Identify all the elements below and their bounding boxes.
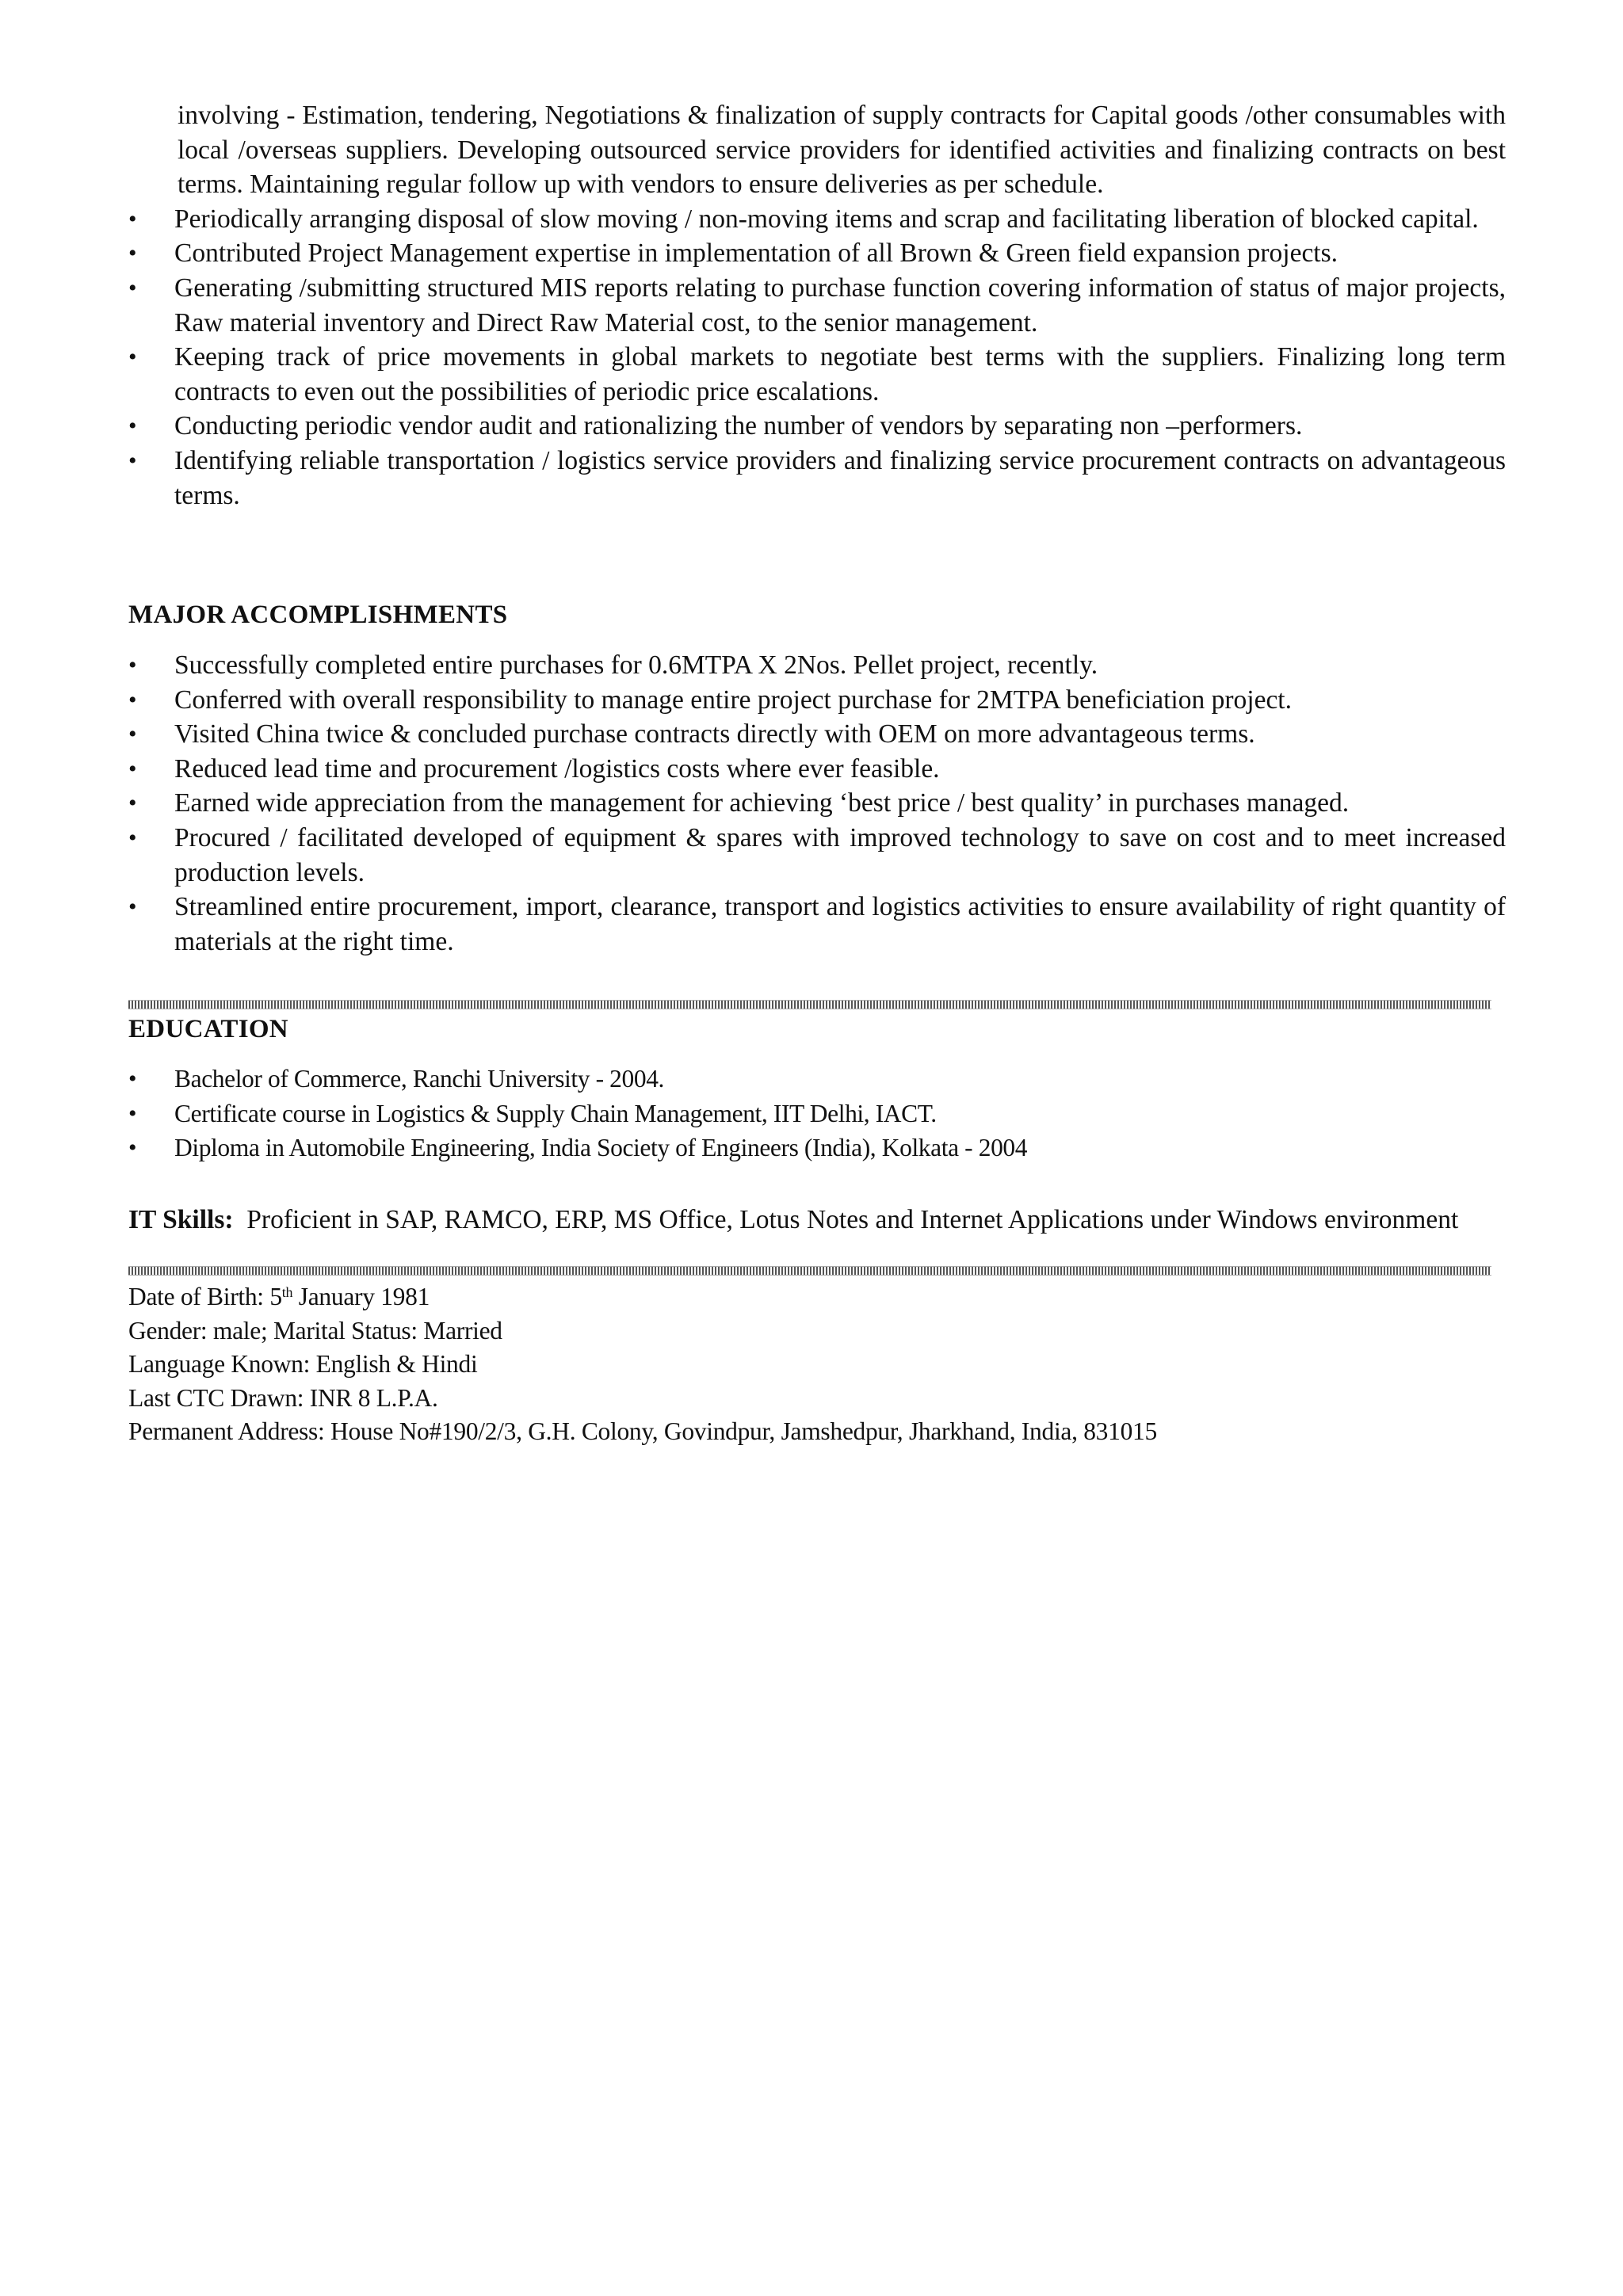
list-item: • Identifying reliable transportation / logistics service providers and finalizing service procurement contracts on advantageous terms. — [128, 444, 1506, 513]
list-item: • Contributed Project Management expertise in implementation of all Brown & Green field expansion projects. — [128, 236, 1506, 271]
education-section — [128, 1062, 1506, 1165]
it-skills-paragraph — [128, 1203, 1506, 1238]
bullet-icon: • — [128, 240, 137, 267]
it-skills-text: Proficient in SAP, RAMCO, ERP, MS Office, Lotus Notes and Internet Applications under Windows environment — [246, 1205, 1459, 1234]
last-ctc: Last CTC Drawn: INR 8 L.P.A. — [128, 1383, 438, 1412]
list-item: • Conducting periodic vendor audit and rationalizing the number of vendors by separating non –performers. — [128, 409, 1506, 444]
responsibilities-section — [128, 98, 1506, 513]
it-skills-label: IT Skills: — [128, 1205, 234, 1234]
list-item: • Reduced lead time and procurement /logistics costs where ever feasible. — [128, 752, 1506, 787]
bullet-icon: • — [128, 755, 137, 782]
list-item: • Streamlined entire procurement, import, clearance, transport and logistics activities to ensure availability of right quantity of materials at the right time. — [128, 890, 1506, 959]
bullet-icon: • — [128, 274, 137, 301]
date-of-birth: Date of Birth: 5th January 1981 — [128, 1283, 430, 1310]
bullet-icon: • — [128, 790, 137, 817]
list-item: • Keeping track of price movements in global markets to negotiate best terms with the suppliers. Finalizing long term contracts to even out the possibilities of periodic price escalations. — [128, 340, 1506, 409]
languages-known: Language Known: English & Hindi — [128, 1350, 478, 1378]
bullet-icon: • — [128, 824, 137, 851]
list-item: • Diploma in Automobile Engineering, India Society of Engineers (India), Kolkata - 2004 — [128, 1131, 1506, 1165]
list-item: • Periodically arranging disposal of slow moving / non-moving items and scrap and facilitating liberation of blocked capital. — [128, 202, 1506, 237]
list-item: • Successfully completed entire purchases for 0.6MTPA X 2Nos. Pellet project, recently. — [128, 648, 1506, 683]
gender-marital-status: Gender: male; Marital Status: Married — [128, 1316, 502, 1344]
list-item: • Procured / facilitated developed of equipment & spares with improved technology to save on cost and to meet increased production levels. — [128, 821, 1506, 890]
list-item: • Bachelor of Commerce, Ranchi University - 2004. — [128, 1062, 1506, 1097]
divider — [128, 1266, 1491, 1276]
bullet-icon: • — [128, 205, 137, 232]
list-item: • Certificate course in Logistics & Supply Chain Management, IIT Delhi, IACT. — [128, 1097, 1506, 1131]
bullet-icon: • — [128, 652, 137, 678]
accomplishments-section — [128, 648, 1506, 959]
bullet-icon: • — [128, 1135, 137, 1161]
it-skills-section — [128, 1203, 1506, 1238]
bullet-icon: • — [128, 344, 137, 371]
list-item: • Conferred with overall responsibility to manage entire project purchase for 2MTPA beneficiation project. — [128, 683, 1506, 718]
accomplishments-list — [128, 648, 1506, 959]
personal-details — [128, 1280, 1157, 1449]
education-heading: EDUCATION — [128, 1015, 288, 1043]
divider — [128, 1000, 1491, 1009]
list-item: • Visited China twice & concluded purchase contracts directly with OEM on more advantageous terms. — [128, 717, 1506, 752]
bullet-icon: • — [128, 894, 137, 921]
bullet-icon: • — [128, 413, 137, 440]
bullet-icon: • — [128, 1100, 137, 1127]
accomplishments-heading: MAJOR ACCOMPLISHMENTS — [128, 601, 508, 629]
intro-paragraph: involving - Estimation, tendering, Negotiations & finalization of supply contracts for Capital goods /other consumables with local /overseas suppliers. Developing outsourced service providers for identified activities and finalizing contracts on best terms. Maintaining regular follow up with vendors to ensure deliveries as per schedule. — [178, 101, 1506, 200]
bullet-icon: • — [128, 447, 137, 474]
education-list — [128, 1062, 1506, 1165]
bullet-icon: • — [128, 721, 137, 748]
list-item: • Generating /submitting structured MIS reports relating to purchase function covering information of status of major projects, Raw material inventory and Direct Raw Material cost, to the senior management. — [128, 271, 1506, 340]
responsibilities-list — [128, 202, 1506, 513]
list-item: • Earned wide appreciation from the management for achieving ‘best price / best quality’ in purchases managed. — [128, 786, 1506, 821]
bullet-icon: • — [128, 686, 137, 713]
bullet-icon: • — [128, 1066, 137, 1092]
permanent-address: Permanent Address: House No#190/2/3, G.H. Colony, Govindpur, Jamshedpur, Jharkhand, India, 831015 — [128, 1417, 1157, 1445]
